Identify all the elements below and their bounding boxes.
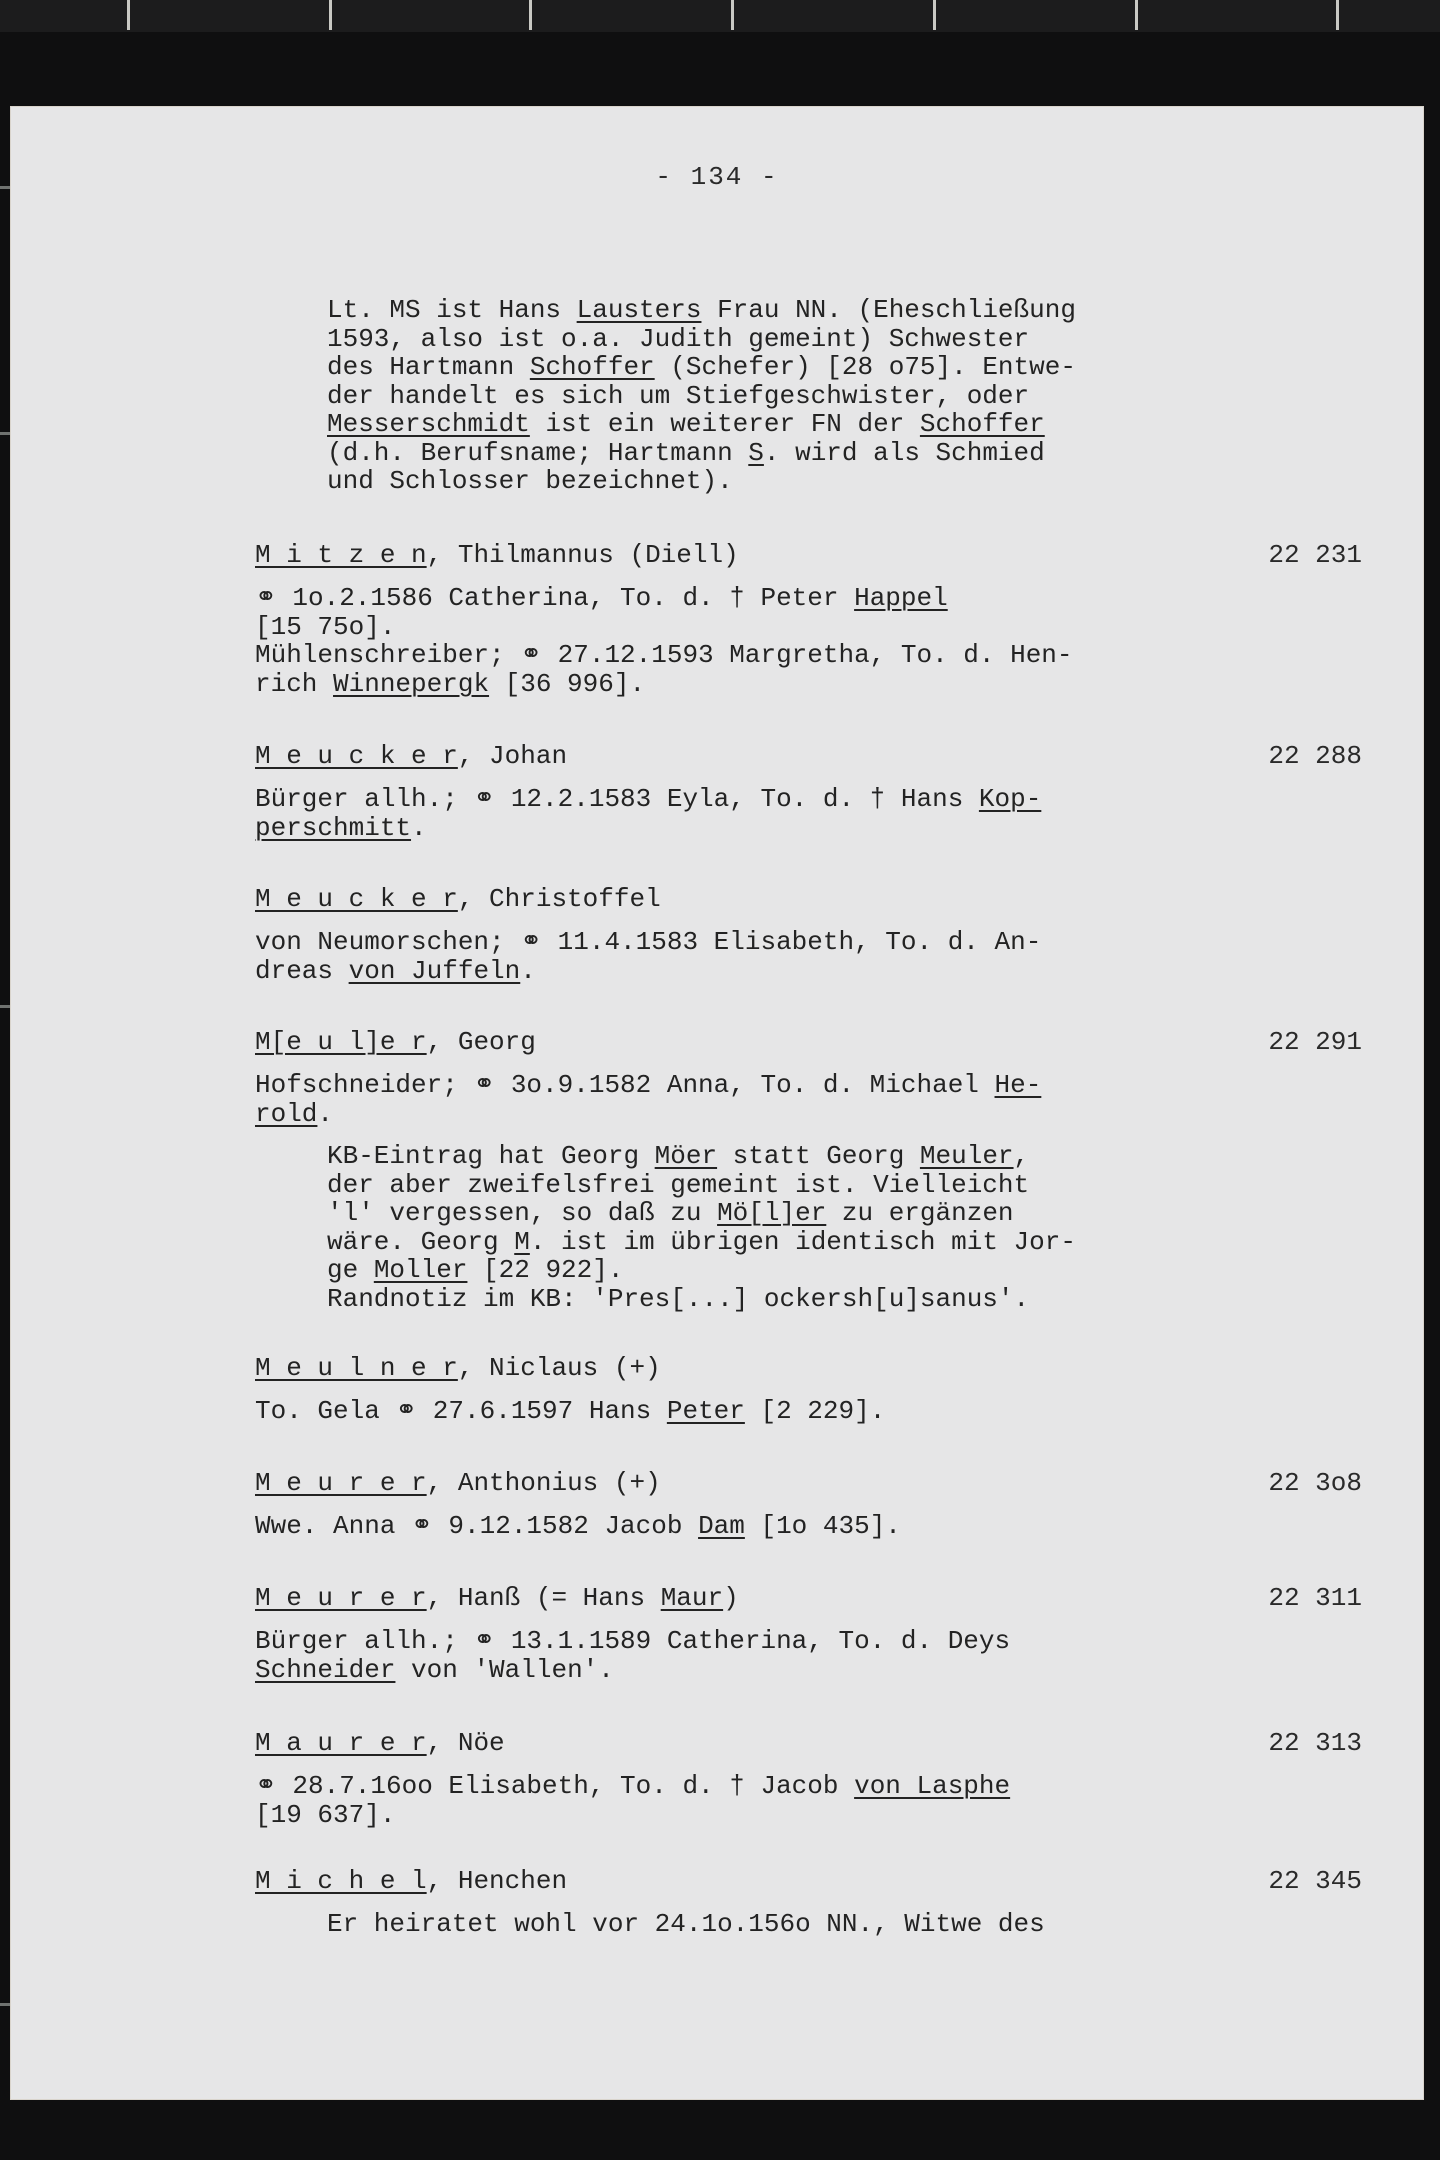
text-line: [327, 1199, 1076, 1228]
entry-reference-number: 22 291: [1268, 1027, 1362, 1057]
text-run: rich: [255, 668, 334, 699]
entry-surname: M e u c k e r: [255, 741, 458, 771]
entry-heading: [255, 884, 661, 914]
text-run: Randnotiz im KB: 'Pres[...] ockersh[u]sanus'.: [327, 1283, 1030, 1314]
text-run: KB-Eintrag hat Georg: [327, 1141, 655, 1171]
text-run: [15 75o].: [255, 611, 396, 642]
entry-heading: [255, 741, 567, 771]
underlined-name: Moller: [373, 1255, 468, 1285]
underlined-name: von Juffeln: [348, 955, 521, 986]
underlined-name: M: [514, 1226, 530, 1257]
ruler-tick: [933, 0, 936, 30]
text-run: 'l' vergessen, so daß zu: [327, 1198, 718, 1228]
entry-heading: [255, 1353, 661, 1383]
ruler-tick: [1336, 0, 1339, 30]
entry-reference-number: 22 311: [1268, 1583, 1362, 1613]
entry-given-name: , Henchen: [426, 1866, 568, 1896]
underlined-name: Happel: [854, 583, 948, 613]
entry-heading: [255, 1728, 505, 1758]
underlined-name: Schoffer: [919, 409, 1045, 439]
document-page: [10, 106, 1424, 2100]
underlined-name: Schoffer: [529, 352, 655, 382]
text-run: ge: [327, 1255, 374, 1285]
edge-mark: [0, 186, 10, 189]
edge-mark: [0, 2003, 10, 2006]
text-line: [255, 613, 1073, 642]
text-line: [327, 382, 1076, 411]
entry-body: [255, 928, 1041, 985]
text-line: [255, 1397, 885, 1426]
text-run: (d.h. Berufsname; Hartmann: [327, 437, 749, 468]
text-run: zu ergänzen: [826, 1198, 1014, 1228]
text-line: [255, 957, 1041, 986]
underlined-name: Winnepergk: [333, 668, 490, 699]
entry-body: [255, 785, 1041, 842]
text-run: statt Georg: [717, 1141, 920, 1171]
entry-surname: M i c h e l: [255, 1866, 427, 1896]
text-line: [327, 1285, 1076, 1314]
text-run: der aber zweifelsfrei gemeint ist. Vielleicht: [327, 1169, 1030, 1200]
entry-reference-number: 22 231: [1268, 540, 1362, 570]
text-line: [327, 1171, 1076, 1200]
entry-given-name: , Niclaus (+): [457, 1353, 661, 1383]
entry-body: [255, 1397, 885, 1426]
entry-given-name: , Johan: [457, 741, 568, 771]
text-line: [327, 353, 1076, 382]
underlined-name: Schneider: [255, 1654, 396, 1685]
text-run: . wird als Schmied: [763, 437, 1045, 468]
text-line: [255, 584, 1073, 613]
entry-surname: M a u r e r: [255, 1728, 427, 1758]
text-line: [255, 641, 1073, 670]
text-line: [327, 325, 1076, 354]
text-line: [255, 670, 1073, 699]
entry-given-name: , Nöe: [426, 1728, 505, 1758]
entry-given-name: , Thilmannus (Diell): [426, 540, 739, 570]
text-line: [327, 1256, 1076, 1285]
entry-given-name: , Anthonius (+): [426, 1468, 661, 1498]
text-line: [327, 296, 1076, 325]
entry-surname: M e u r e r: [255, 1468, 427, 1498]
entry-surname: M[e u l]e r: [255, 1027, 427, 1057]
text-line: [327, 1228, 1076, 1257]
underlined-name: Mö[l]er: [717, 1198, 827, 1228]
text-run: von 'Wallen'.: [395, 1654, 614, 1685]
entry-heading: [255, 1468, 661, 1498]
text-run: . ist im übrigen identisch mit Jor-: [529, 1226, 1076, 1257]
text-run: .: [520, 955, 536, 986]
text-line: [255, 1772, 1010, 1801]
entry-heading: [255, 1027, 536, 1057]
ruler-tick: [731, 0, 734, 30]
underlined-name: perschmitt: [255, 812, 412, 843]
text-line: [255, 1627, 1010, 1656]
text-run: ,: [1013, 1141, 1030, 1171]
underlined-name: S: [748, 437, 764, 468]
entry-heading: [255, 1583, 739, 1613]
text-line: [255, 785, 1041, 814]
entry-surname: M e u l n e r: [255, 1353, 458, 1383]
text-run: Er heiratet wohl vor 24.1o.156o NN., Witwe des: [327, 1909, 1045, 1939]
text-run: [2 229].: [744, 1396, 886, 1426]
text-run: .: [411, 812, 427, 843]
entry-heading: [255, 540, 739, 570]
text-line: [255, 814, 1041, 843]
underlined-name: Messerschmidt: [327, 409, 530, 439]
text-line: [327, 1142, 1076, 1171]
text-run: (Schefer) [28 o75]. Entwe-: [654, 352, 1076, 382]
text-run: [36 996].: [489, 668, 646, 699]
ruler-tick: [529, 0, 532, 30]
text-run: Bürger allh.; ⚭ 12.2.1583 Eyla, To. d. † Hans: [255, 784, 979, 814]
underlined-name: rold: [255, 1098, 318, 1129]
entry-given-name: , Hanß (= Hans Maur): [426, 1583, 739, 1613]
entry-body: [255, 1627, 1010, 1684]
underlined-name: Meuler: [919, 1141, 1014, 1171]
entry-reference-number: 22 345: [1268, 1866, 1362, 1896]
text-run: Wwe. Anna ⚭ 9.12.1582 Jacob: [255, 1511, 699, 1541]
text-line: [327, 467, 1076, 496]
scanner-ruler: [0, 0, 1440, 32]
text-run: und Schlosser bezeichnet).: [327, 466, 733, 496]
underlined-name: Peter: [666, 1396, 745, 1426]
edge-mark: [0, 432, 10, 435]
entry-body: [255, 1772, 1010, 1829]
entry-body: [255, 1512, 901, 1541]
text-run: ⚭ 28.7.16oo Elisabeth, To. d. † Jacob: [255, 1771, 855, 1801]
text-line: [327, 1910, 1045, 1939]
text-run: [22 922].: [467, 1255, 624, 1285]
text-run: [19 637].: [255, 1799, 396, 1830]
text-run: Mühlenschreiber; ⚭ 27.12.1593 Margretha, To. d. Hen-: [255, 640, 1073, 670]
text-run: Bürger allh.; ⚭ 13.1.1589 Catherina, To. d. Deys: [255, 1626, 1011, 1656]
entry-surname: M e u c k e r: [255, 884, 458, 914]
text-run: der handelt es sich um Stiefgeschwister, oder: [327, 380, 1030, 411]
underlined-name: Kop-: [978, 784, 1042, 814]
text-run: dreas: [255, 955, 349, 986]
entry-surname: M i t z e n: [255, 540, 427, 570]
text-run: Hofschneider; ⚭ 3o.9.1582 Anna, To. d. Michael: [255, 1070, 995, 1100]
entry-note: [327, 1142, 1076, 1313]
ruler-tick: [127, 0, 130, 30]
page-number: - 134 -: [655, 162, 779, 192]
underlined-name: He-: [994, 1070, 1042, 1100]
text-run: Lt. MS ist Hans: [327, 295, 577, 325]
entry-surname: M e u r e r: [255, 1583, 427, 1613]
text-line: [255, 1100, 1041, 1129]
underlined-name: Möer: [654, 1141, 718, 1171]
entry-note: [327, 1910, 1045, 1939]
text-run: To. Gela ⚭ 27.6.1597 Hans: [255, 1396, 667, 1426]
text-line: [255, 928, 1041, 957]
text-run: wäre. Georg: [327, 1226, 515, 1257]
text-run: 1593, also ist o.a. Judith gemeint) Schwester: [327, 323, 1030, 354]
edge-mark: [0, 1005, 10, 1008]
entry-given-name: , Georg: [426, 1027, 536, 1057]
underlined-name: Dam: [698, 1511, 745, 1541]
underlined-name: von Lasphe: [854, 1771, 1011, 1801]
text-run: des Hartmann: [327, 352, 530, 382]
text-line: [327, 439, 1076, 468]
text-run: Frau NN. (Eheschließung: [701, 295, 1076, 325]
text-line: [255, 1071, 1041, 1100]
text-line: [255, 1512, 901, 1541]
entry-given-name: , Christoffel: [457, 884, 661, 914]
text-line: [255, 1801, 1010, 1830]
text-run: ist ein weiterer FN der: [529, 409, 920, 439]
ruler-tick: [1135, 0, 1138, 30]
intro-note: [327, 296, 1076, 496]
entry-heading: [255, 1866, 567, 1896]
entry-body: [255, 1071, 1041, 1128]
text-line: [327, 410, 1076, 439]
text-line: [255, 1656, 1010, 1685]
entry-reference-number: 22 3o8: [1268, 1468, 1362, 1498]
text-run: von Neumorschen; ⚭ 11.4.1583 Elisabeth, To. d. An-: [255, 927, 1042, 957]
ruler-tick: [329, 0, 332, 30]
entry-reference-number: 22 313: [1268, 1728, 1362, 1758]
entry-reference-number: 22 288: [1268, 741, 1362, 771]
text-run: [1o 435].: [744, 1511, 901, 1541]
entry-body: [255, 584, 1073, 698]
underlined-name: Lausters: [576, 295, 702, 325]
text-run: ⚭ 1o.2.1586 Catherina, To. d. † Peter: [255, 583, 855, 613]
text-run: .: [317, 1098, 334, 1129]
